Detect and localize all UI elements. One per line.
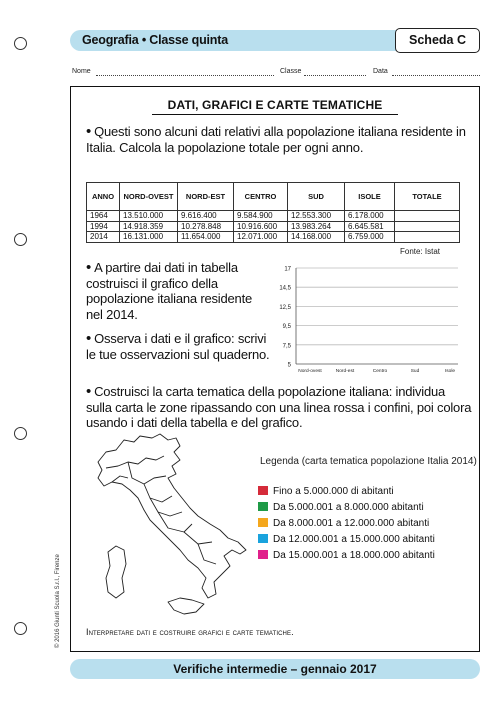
- binder-hole: [14, 622, 27, 635]
- total-cell[interactable]: [395, 232, 460, 243]
- task3-paragraph: [86, 384, 472, 431]
- table-cell: 14.918.359: [120, 221, 178, 232]
- task3-text: Costruisci la carta tematica della popolazione italiana: individua sulla carta le zone ripassando con una linea rossa i confini, poi colora usando i dati della tabella e del grafico.: [86, 384, 472, 430]
- table-cell: 9.584.900: [234, 211, 288, 222]
- copyright-note: © 2016 Giunti Scuola S.r.l., Firenze: [55, 554, 61, 648]
- learning-objective: Interpretare dati e costruire grafici e carte tematiche.: [86, 627, 294, 637]
- table-header: ANNO: [87, 183, 120, 211]
- legend-swatch: [258, 486, 268, 495]
- legend-label: Da 12.000.001 a 15.000.000 abitanti: [273, 534, 435, 545]
- legend-title: Legenda (carta tematica popolazione Italia 2014): [260, 456, 477, 467]
- table-cell: 10.916.600: [234, 221, 288, 232]
- bullet-icon: •: [86, 123, 92, 140]
- population-chart: [266, 260, 466, 380]
- table-header-row: [87, 183, 460, 211]
- table-cell: 2014: [87, 232, 120, 243]
- student-fields: [72, 66, 482, 80]
- table-cell: 6.178.000: [345, 211, 395, 222]
- table-header: CENTRO: [234, 183, 288, 211]
- task1-paragraph: [86, 260, 264, 322]
- legend-swatch: [258, 518, 268, 527]
- legend-label: Da 8.000.001 a 12.000.000 abitanti: [273, 518, 430, 529]
- legend-item: [258, 486, 394, 498]
- chart-y-labels: [279, 267, 291, 369]
- footer-text: Verifiche intermedie – gennaio 2017: [173, 662, 377, 676]
- legend-label: Fino a 5.000.000 di abitanti: [273, 486, 394, 497]
- total-cell[interactable]: [395, 211, 460, 222]
- table-cell: 1964: [87, 211, 120, 222]
- date-field[interactable]: [392, 75, 480, 76]
- population-table: [86, 182, 460, 243]
- bullet-icon: •: [86, 383, 92, 400]
- task2-paragraph: [86, 331, 276, 362]
- legend-swatch: [258, 550, 268, 559]
- chart-x-tick: Isole: [444, 369, 456, 374]
- table-cell: 13.510.000: [120, 211, 178, 222]
- legend-item: [258, 518, 429, 530]
- chart-x-tick: Nord-ovest: [298, 369, 322, 374]
- name-field[interactable]: [96, 75, 274, 76]
- binder-hole: [14, 427, 27, 440]
- table-cell: 9.616.400: [178, 211, 234, 222]
- chart-y-tick: 9,5: [282, 324, 291, 331]
- table-row: [87, 232, 460, 243]
- binder-hole: [14, 37, 27, 50]
- table-cell: 6.759.000: [345, 232, 395, 243]
- table-header: NORD-OVEST: [120, 183, 178, 211]
- legend-swatch: [258, 534, 268, 543]
- table-row: [87, 211, 460, 222]
- table-cell: 12.071.000: [234, 232, 288, 243]
- class-label: Classe: [280, 68, 302, 75]
- title-underline: [152, 114, 398, 115]
- date-label: Data: [373, 68, 388, 75]
- task2-text: Osserva i dati e il grafico: scrivi le tue osservazioni sul quaderno.: [86, 331, 270, 362]
- table-row: [87, 221, 460, 232]
- task1-text: A partire dai dati in tabella costruisci il grafico della popolazione italiana residente nel 2014.: [86, 260, 253, 322]
- subject-label: Geografia • Classe quinta: [82, 33, 228, 47]
- italy-outline-map[interactable]: [88, 432, 258, 622]
- sheet-tab: [395, 28, 480, 53]
- table-header: NORD-EST: [178, 183, 234, 211]
- chart-x-tick: Sud: [410, 369, 420, 374]
- chart-x-tick: Nord-est: [335, 369, 355, 374]
- legend-item: [258, 502, 424, 514]
- table-cell: 12.553.300: [288, 211, 345, 222]
- chart-x-labels: [298, 368, 455, 374]
- chart-y-tick: 17: [284, 266, 291, 273]
- legend-label: Da 15.000.001 a 18.000.000 abitanti: [273, 550, 435, 561]
- bullet-icon: •: [86, 330, 92, 347]
- chart-grid: [296, 268, 458, 364]
- table-cell: 11.654.000: [178, 232, 234, 243]
- bullet-icon: •: [86, 259, 92, 276]
- chart-y-tick: 12,5: [279, 304, 291, 311]
- table-header: TOTALE: [395, 183, 460, 211]
- chart-y-tick: 14,5: [279, 285, 291, 292]
- legend-swatch: [258, 502, 268, 511]
- chart-x-tick: Centro: [372, 369, 388, 374]
- chart-y-tick: 5: [287, 362, 291, 369]
- table-cell: 14.168.000: [288, 232, 345, 243]
- table-cell: 13.983.264: [288, 221, 345, 232]
- class-field[interactable]: [304, 75, 366, 76]
- worksheet-title: DATI, GRAFICI E CARTE TEMATICHE: [167, 98, 383, 112]
- table-header: ISOLE: [345, 183, 395, 211]
- table-cell: 6.645.581: [345, 221, 395, 232]
- total-cell[interactable]: [395, 221, 460, 232]
- intro-paragraph: [86, 124, 470, 155]
- chart-y-tick: 7,5: [282, 343, 291, 350]
- table-cell: 16.131.000: [120, 232, 178, 243]
- binder-hole: [14, 233, 27, 246]
- legend-item: [258, 550, 435, 562]
- sheet-label: Scheda C: [409, 33, 466, 47]
- table-source: Fonte: Istat: [400, 247, 441, 256]
- legend-label: Da 5.000.001 a 8.000.000 abitanti: [273, 502, 424, 513]
- table-header: SUD: [288, 183, 345, 211]
- intro-text: Questi sono alcuni dati relativi alla popolazione italiana residente in Italia. Calcola la popolazione totale per ogni anno.: [86, 124, 466, 155]
- table-cell: 10.278.848: [178, 221, 234, 232]
- legend-item: [258, 534, 435, 546]
- name-label: Nome: [72, 68, 91, 75]
- table-cell: 1994: [87, 221, 120, 232]
